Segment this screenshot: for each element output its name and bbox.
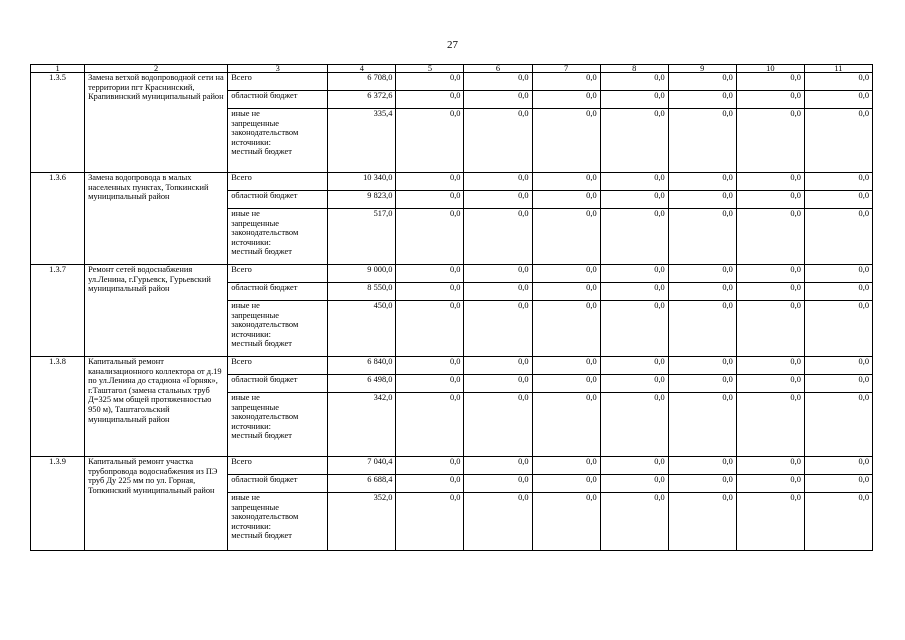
amount-total: 6 840,0 bbox=[328, 357, 396, 375]
column-number: 1 bbox=[31, 65, 85, 73]
amount-year: 0,0 bbox=[804, 357, 872, 375]
amount-year: 0,0 bbox=[668, 73, 736, 91]
amount-year: 0,0 bbox=[804, 457, 872, 475]
amount-year: 0,0 bbox=[804, 73, 872, 91]
amount-year: 0,0 bbox=[804, 109, 872, 173]
funding-source-line: местный бюджет bbox=[231, 247, 292, 257]
amount-year: 0,0 bbox=[736, 357, 804, 375]
amount-year: 0,0 bbox=[532, 457, 600, 475]
amount-year: 0,0 bbox=[804, 91, 872, 109]
amount-year: 0,0 bbox=[668, 91, 736, 109]
funding-source-line: источники: bbox=[231, 237, 271, 247]
amount-total: 342,0 bbox=[328, 393, 396, 457]
amount-year: 0,0 bbox=[532, 357, 600, 375]
budget-table bbox=[30, 64, 873, 551]
amount-year: 0,0 bbox=[532, 209, 600, 265]
column-number-row bbox=[31, 65, 873, 73]
amount-year: 0,0 bbox=[600, 191, 668, 209]
funding-source-line: местный бюджет bbox=[231, 339, 292, 349]
amount-year: 0,0 bbox=[532, 91, 600, 109]
funding-source: Всего bbox=[228, 73, 328, 91]
amount-year: 0,0 bbox=[464, 209, 532, 265]
funding-source-line: источники: bbox=[231, 137, 271, 147]
amount-total: 9 823,0 bbox=[328, 191, 396, 209]
amount-year: 0,0 bbox=[464, 191, 532, 209]
funding-source-line: иные не bbox=[231, 209, 260, 218]
amount-year: 0,0 bbox=[396, 457, 464, 475]
amount-year: 0,0 bbox=[396, 73, 464, 91]
amount-year: 0,0 bbox=[464, 283, 532, 301]
table-row bbox=[31, 265, 873, 283]
item-name: Ремонт сетей водоснабжения ул.Ленина, г.Гурьевск, Гурьевский муниципальный район bbox=[85, 265, 228, 357]
funding-source-line: законодательством bbox=[231, 320, 299, 330]
amount-year: 0,0 bbox=[464, 73, 532, 91]
amount-year: 0,0 bbox=[532, 265, 600, 283]
amount-year: 0,0 bbox=[600, 265, 668, 283]
amount-year: 0,0 bbox=[464, 91, 532, 109]
amount-year: 0,0 bbox=[464, 301, 532, 357]
amount-total: 8 550,0 bbox=[328, 283, 396, 301]
amount-year: 0,0 bbox=[804, 475, 872, 493]
table-row bbox=[31, 357, 873, 375]
funding-source-line: законодательством bbox=[231, 412, 299, 422]
amount-year: 0,0 bbox=[532, 283, 600, 301]
amount-year: 0,0 bbox=[736, 375, 804, 393]
amount-year: 0,0 bbox=[600, 393, 668, 457]
funding-source-line: законодательством bbox=[231, 512, 299, 522]
amount-year: 0,0 bbox=[736, 91, 804, 109]
amount-year: 0,0 bbox=[464, 375, 532, 393]
amount-year: 0,0 bbox=[396, 357, 464, 375]
amount-year: 0,0 bbox=[600, 109, 668, 173]
amount-year: 0,0 bbox=[396, 109, 464, 173]
amount-year: 0,0 bbox=[532, 393, 600, 457]
amount-total: 6 688,4 bbox=[328, 475, 396, 493]
item-name: Капитальный ремонт участка трубопровода водоснабжения из ПЭ труб Ду 225 мм по ул. Горная, Топкинский муниципальный район bbox=[85, 457, 228, 551]
amount-total: 6 498,0 bbox=[328, 375, 396, 393]
amount-year: 0,0 bbox=[804, 209, 872, 265]
funding-source-line: иные не bbox=[231, 493, 260, 502]
amount-year: 0,0 bbox=[396, 91, 464, 109]
amount-year: 0,0 bbox=[600, 375, 668, 393]
column-number: 9 bbox=[668, 65, 736, 73]
amount-year: 0,0 bbox=[464, 475, 532, 493]
amount-year: 0,0 bbox=[464, 109, 532, 173]
amount-year: 0,0 bbox=[668, 457, 736, 475]
amount-year: 0,0 bbox=[736, 173, 804, 191]
amount-year: 0,0 bbox=[600, 457, 668, 475]
funding-source: Всего bbox=[228, 357, 328, 375]
item-name: Капитальный ремонт канализационного коллектора от д.19 по ул.Ленина до стадиона «Горняк», г.Таштагол (замена стальных труб Д=325 мм общей протяженностью 950 м), Таштагольский муниципальный район bbox=[85, 357, 228, 457]
amount-year: 0,0 bbox=[668, 493, 736, 551]
table-row bbox=[31, 457, 873, 475]
funding-source bbox=[228, 109, 328, 173]
column-number: 3 bbox=[228, 65, 328, 73]
amount-year: 0,0 bbox=[532, 173, 600, 191]
amount-total: 7 040,4 bbox=[328, 457, 396, 475]
funding-source-line: иные не bbox=[231, 301, 260, 310]
funding-source-line: запрещенные bbox=[231, 218, 279, 228]
amount-year: 0,0 bbox=[736, 493, 804, 551]
amount-year: 0,0 bbox=[600, 209, 668, 265]
amount-year: 0,0 bbox=[396, 265, 464, 283]
amount-total: 450,0 bbox=[328, 301, 396, 357]
amount-year: 0,0 bbox=[532, 493, 600, 551]
amount-year: 0,0 bbox=[600, 493, 668, 551]
funding-source bbox=[228, 301, 328, 357]
funding-source-line: запрещенные bbox=[231, 118, 279, 128]
amount-year: 0,0 bbox=[668, 109, 736, 173]
amount-year: 0,0 bbox=[804, 393, 872, 457]
amount-year: 0,0 bbox=[396, 301, 464, 357]
item-name: Замена водопровода в малых населенных пунктах, Топкинский муниципальный район bbox=[85, 173, 228, 265]
funding-source: областной бюджет bbox=[228, 375, 328, 393]
amount-year: 0,0 bbox=[532, 73, 600, 91]
amount-year: 0,0 bbox=[736, 109, 804, 173]
page-number: 27 bbox=[447, 39, 458, 51]
amount-year: 0,0 bbox=[668, 191, 736, 209]
item-number: 1.3.6 bbox=[31, 173, 85, 265]
amount-year: 0,0 bbox=[396, 173, 464, 191]
amount-year: 0,0 bbox=[804, 173, 872, 191]
funding-source: областной бюджет bbox=[228, 91, 328, 109]
amount-year: 0,0 bbox=[464, 357, 532, 375]
funding-source: Всего bbox=[228, 457, 328, 475]
amount-year: 0,0 bbox=[736, 301, 804, 357]
item-number: 1.3.5 bbox=[31, 73, 85, 173]
amount-year: 0,0 bbox=[668, 357, 736, 375]
amount-year: 0,0 bbox=[668, 301, 736, 357]
amount-year: 0,0 bbox=[396, 191, 464, 209]
funding-source: областной бюджет bbox=[228, 475, 328, 493]
amount-year: 0,0 bbox=[600, 301, 668, 357]
amount-year: 0,0 bbox=[804, 265, 872, 283]
amount-year: 0,0 bbox=[396, 475, 464, 493]
amount-year: 0,0 bbox=[464, 393, 532, 457]
amount-year: 0,0 bbox=[736, 475, 804, 493]
funding-source-line: источники: bbox=[231, 521, 271, 531]
amount-total: 9 000,0 bbox=[328, 265, 396, 283]
amount-year: 0,0 bbox=[396, 283, 464, 301]
amount-year: 0,0 bbox=[532, 301, 600, 357]
funding-source-line: законодательством bbox=[231, 128, 299, 138]
amount-year: 0,0 bbox=[668, 209, 736, 265]
amount-year: 0,0 bbox=[736, 191, 804, 209]
amount-year: 0,0 bbox=[804, 301, 872, 357]
amount-year: 0,0 bbox=[532, 191, 600, 209]
column-number: 6 bbox=[464, 65, 532, 73]
item-name: Замена ветхой водопроводной сети на территории пгт Краснинский, Крапивинский муниципальный район bbox=[85, 73, 228, 173]
amount-year: 0,0 bbox=[668, 283, 736, 301]
amount-year: 0,0 bbox=[396, 493, 464, 551]
funding-source: областной бюджет bbox=[228, 283, 328, 301]
funding-source: Всего bbox=[228, 173, 328, 191]
amount-year: 0,0 bbox=[736, 209, 804, 265]
amount-year: 0,0 bbox=[464, 493, 532, 551]
amount-year: 0,0 bbox=[396, 393, 464, 457]
amount-year: 0,0 bbox=[804, 191, 872, 209]
amount-year: 0,0 bbox=[736, 265, 804, 283]
table-row bbox=[31, 173, 873, 191]
amount-year: 0,0 bbox=[600, 91, 668, 109]
amount-year: 0,0 bbox=[464, 457, 532, 475]
funding-source-line: источники: bbox=[231, 329, 271, 339]
amount-total: 10 340,0 bbox=[328, 173, 396, 191]
funding-source-line: запрещенные bbox=[231, 310, 279, 320]
column-number: 5 bbox=[396, 65, 464, 73]
amount-year: 0,0 bbox=[668, 265, 736, 283]
funding-source: Всего bbox=[228, 265, 328, 283]
column-number: 4 bbox=[328, 65, 396, 73]
funding-source-line: местный бюджет bbox=[231, 531, 292, 541]
amount-year: 0,0 bbox=[736, 393, 804, 457]
table-row bbox=[31, 73, 873, 91]
amount-year: 0,0 bbox=[736, 283, 804, 301]
funding-source-line: запрещенные bbox=[231, 402, 279, 412]
funding-source-line: законодательством bbox=[231, 228, 299, 238]
amount-year: 0,0 bbox=[396, 375, 464, 393]
item-number: 1.3.9 bbox=[31, 457, 85, 551]
column-number: 10 bbox=[736, 65, 804, 73]
amount-year: 0,0 bbox=[532, 375, 600, 393]
amount-year: 0,0 bbox=[600, 357, 668, 375]
column-number: 8 bbox=[600, 65, 668, 73]
funding-source: областной бюджет bbox=[228, 191, 328, 209]
amount-total: 335,4 bbox=[328, 109, 396, 173]
amount-total: 352,0 bbox=[328, 493, 396, 551]
amount-year: 0,0 bbox=[668, 393, 736, 457]
amount-year: 0,0 bbox=[600, 73, 668, 91]
amount-total: 517,0 bbox=[328, 209, 396, 265]
amount-year: 0,0 bbox=[600, 283, 668, 301]
column-number: 2 bbox=[85, 65, 228, 73]
amount-year: 0,0 bbox=[532, 475, 600, 493]
column-number: 11 bbox=[804, 65, 872, 73]
funding-source-line: местный бюджет bbox=[231, 147, 292, 157]
amount-year: 0,0 bbox=[464, 173, 532, 191]
funding-source-line: иные не bbox=[231, 393, 260, 402]
amount-year: 0,0 bbox=[668, 475, 736, 493]
funding-source bbox=[228, 393, 328, 457]
amount-year: 0,0 bbox=[668, 375, 736, 393]
funding-source bbox=[228, 493, 328, 551]
amount-year: 0,0 bbox=[804, 375, 872, 393]
amount-year: 0,0 bbox=[804, 283, 872, 301]
item-number: 1.3.7 bbox=[31, 265, 85, 357]
amount-year: 0,0 bbox=[532, 109, 600, 173]
column-number: 7 bbox=[532, 65, 600, 73]
amount-year: 0,0 bbox=[736, 73, 804, 91]
amount-year: 0,0 bbox=[396, 209, 464, 265]
funding-source bbox=[228, 209, 328, 265]
amount-year: 0,0 bbox=[736, 457, 804, 475]
amount-year: 0,0 bbox=[600, 173, 668, 191]
funding-source-line: запрещенные bbox=[231, 502, 279, 512]
item-number: 1.3.8 bbox=[31, 357, 85, 457]
funding-source-line: источники: bbox=[231, 421, 271, 431]
amount-total: 6 372,6 bbox=[328, 91, 396, 109]
amount-year: 0,0 bbox=[668, 173, 736, 191]
amount-total: 6 708,0 bbox=[328, 73, 396, 91]
amount-year: 0,0 bbox=[464, 265, 532, 283]
funding-source-line: местный бюджет bbox=[231, 431, 292, 441]
amount-year: 0,0 bbox=[600, 475, 668, 493]
amount-year: 0,0 bbox=[804, 493, 872, 551]
funding-source-line: иные не bbox=[231, 109, 260, 118]
